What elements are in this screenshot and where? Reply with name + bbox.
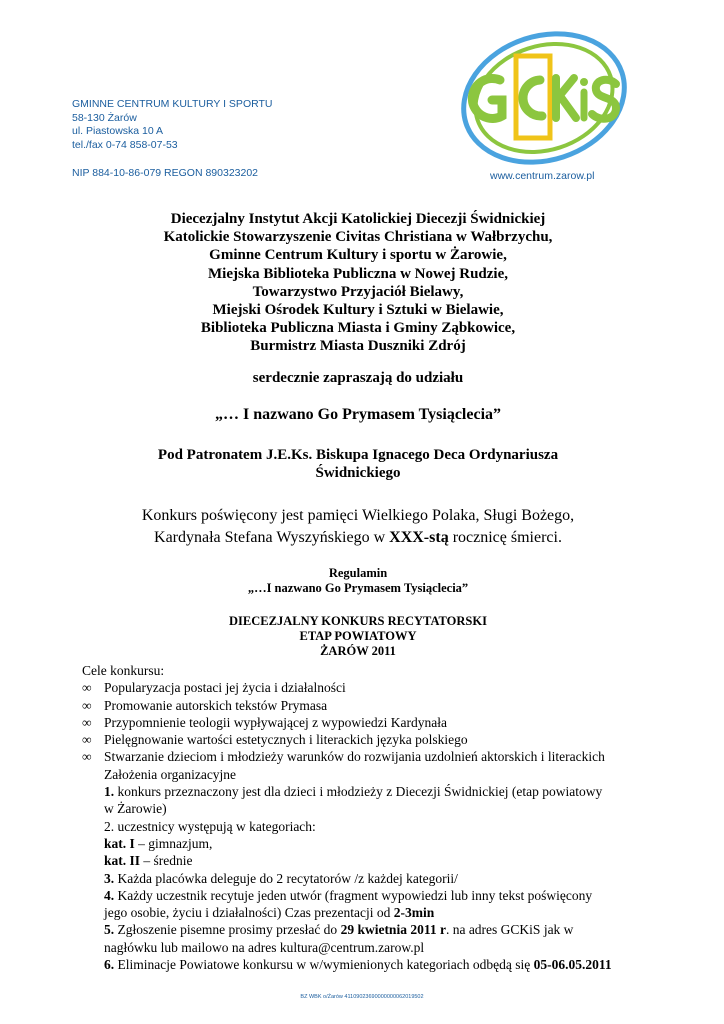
list-item	[82, 714, 682, 731]
rule-item	[82, 956, 682, 973]
infinity-bullet-icon: ∞	[82, 749, 92, 765]
rule-number: 3.	[104, 870, 115, 886]
goals-heading: Cele konkursu:	[82, 663, 165, 678]
nip-regon: NIP 884-10-86-079 REGON 890323202	[72, 167, 259, 179]
goal-text: Promowanie autorskich tekstów Prymasa	[104, 697, 328, 713]
goal-text: Popularyzacja postaci jej życia i działalności	[104, 680, 346, 696]
dedication-line	[72, 527, 644, 549]
rule-continuation: w Żarowie)	[104, 801, 167, 817]
rule-text: . na adres GCKiS jak w	[445, 922, 574, 938]
category-item	[82, 835, 682, 852]
rule-item: 2. uczestnicy występują w kategoriach:	[104, 818, 316, 834]
patronage	[72, 446, 644, 482]
rule-text: Zgłoszenie pisemne prosimy przesłać do	[114, 922, 341, 938]
rule-item	[82, 887, 682, 904]
phone-fax: tel./fax 0-74 858-07-53	[72, 138, 178, 151]
rule-continuation: nagłówku lub mailowo na adres kultura@centrum.zarow.pl	[104, 939, 425, 955]
organizer-line: Miejska Biblioteka Publiczna w Nowej Rudzie,	[208, 265, 508, 282]
list-item	[82, 748, 682, 765]
regulations-title: „…I nazwano Go Prymasem Tysiąclecia”	[247, 581, 469, 595]
rule-item	[82, 921, 682, 938]
deadline-date: 29 kwietnia 2011 r	[340, 922, 446, 938]
patronage-line: Pod Patronatem J.E.Ks. Biskupa Ignacego Deca Ordynariusza	[157, 447, 559, 463]
rule-number: 6.	[104, 957, 115, 973]
rule-item	[82, 783, 682, 800]
goal-text: Stwarzanie dzieciom i młodzieży warunków do rozwijania uzdolnień aktorskich i literackich	[104, 749, 605, 765]
category-text: – średnie	[140, 853, 193, 869]
infinity-bullet-icon: ∞	[82, 732, 92, 748]
organization-heading: Założenia organizacyjne	[104, 766, 237, 782]
dedication-text: Kardynała Stefana Wyszyńskiego w	[154, 529, 390, 546]
gckis-logo	[452, 30, 632, 170]
street-address: ul. Piastowska 10 A	[72, 125, 164, 137]
regulations-header	[72, 566, 644, 596]
category-text: – gimnazjum,	[134, 835, 213, 851]
contest-heading-line: ETAP POWIATOWY	[299, 629, 417, 643]
list-item	[82, 697, 682, 714]
contest-heading	[72, 614, 644, 659]
organizers-list	[72, 210, 644, 356]
invitation-text: serdecznie zapraszają do udziału	[252, 370, 464, 386]
category-label: kat. I	[104, 835, 135, 851]
regulations-body	[82, 662, 682, 973]
organizer-line: Biblioteka Publiczna Miasta i Gminy Ząbkowice,	[200, 320, 516, 337]
dedication-line: Konkurs poświęcony jest pamięci Wielkiego Polaka, Sługi Bożego,	[141, 507, 575, 524]
letterhead-address	[72, 98, 273, 152]
organizer-line: Gminne Centrum Kultury i sportu w Żarowie,	[209, 247, 507, 264]
rule-item	[82, 870, 682, 887]
list-item	[82, 679, 682, 696]
rule-number: 1.	[104, 784, 115, 800]
rule-text: Eliminacje Powiatowe konkursu w w/wymienionych kategoriach odbędą się	[114, 957, 534, 973]
patronage-line: Świdnickiego	[315, 465, 401, 481]
presentation-time: 2-3min	[393, 905, 435, 921]
infinity-bullet-icon: ∞	[82, 697, 92, 713]
organizer-line: Towarzystwo Przyjaciół Bielawy,	[252, 283, 464, 300]
organizer-line: Diecezjalny Instytut Akcji Katolickiej Diecezji Świdnickiej	[170, 211, 546, 227]
regulations-label: Regulamin	[328, 566, 388, 580]
website-link[interactable]: www.centrum.zarow.pl	[490, 170, 595, 182]
infinity-bullet-icon: ∞	[82, 680, 92, 696]
dedication	[72, 505, 644, 549]
rule-number: 4.	[104, 887, 115, 903]
organizer-line: Burmistrz Miasta Duszniki Zdrój	[250, 338, 466, 355]
organizer-line: Miejski Ośrodek Kultury i Sztuki w Bielawie,	[212, 302, 504, 319]
dedication-text: rocznicę śmierci.	[448, 529, 562, 546]
rule-number: 5.	[104, 922, 115, 938]
goal-text: Przypomnienie teologii wypływającej z wypowiedzi Kardynała	[104, 714, 448, 730]
category-item	[82, 852, 682, 869]
bank-account-footer: BZ WBK o/Żarów 41109023690000000062019502	[300, 994, 424, 1000]
postal-code: 58-130 Żarów	[72, 111, 137, 124]
category-label: kat. II	[104, 853, 141, 869]
rule-text: Każdy uczestnik recytuje jeden utwór (fragment wypowiedzi lub inny tekst poświęcony	[114, 887, 593, 903]
event-date: 05-06.05.2011	[533, 957, 612, 973]
goal-text: Pielęgnowanie wartości estetycznych i literackich języka polskiego	[104, 732, 468, 748]
list-item	[82, 731, 682, 748]
org-name: GMINNE CENTRUM KULTURY I SPORTU	[72, 98, 273, 110]
anniversary-number: XXX-stą	[389, 529, 449, 546]
contest-title: „… I nazwano Go Prymasem Tysiąclecia”	[214, 406, 502, 423]
rule-text: jego osobie, życiu i działalności) Czas prezentacji od	[104, 905, 394, 921]
organizer-line: Katolickie Stowarzyszenie Civitas Christiana w Wałbrzychu,	[163, 229, 553, 246]
contest-heading-line: DIECEZJALNY KONKURS RECYTATORSKI	[229, 614, 487, 628]
rule-text: konkurs przeznaczony jest dla dzieci i młodzieży z Diecezji Świdnickiej (etap powiatowy	[114, 784, 603, 800]
rule-text: Każda placówka deleguje do 2 recytatorów /z każdej kategorii/	[114, 870, 458, 886]
rule-continuation	[82, 904, 682, 921]
infinity-bullet-icon: ∞	[82, 714, 92, 730]
contest-heading-line: ŻARÓW 2011	[320, 644, 396, 658]
